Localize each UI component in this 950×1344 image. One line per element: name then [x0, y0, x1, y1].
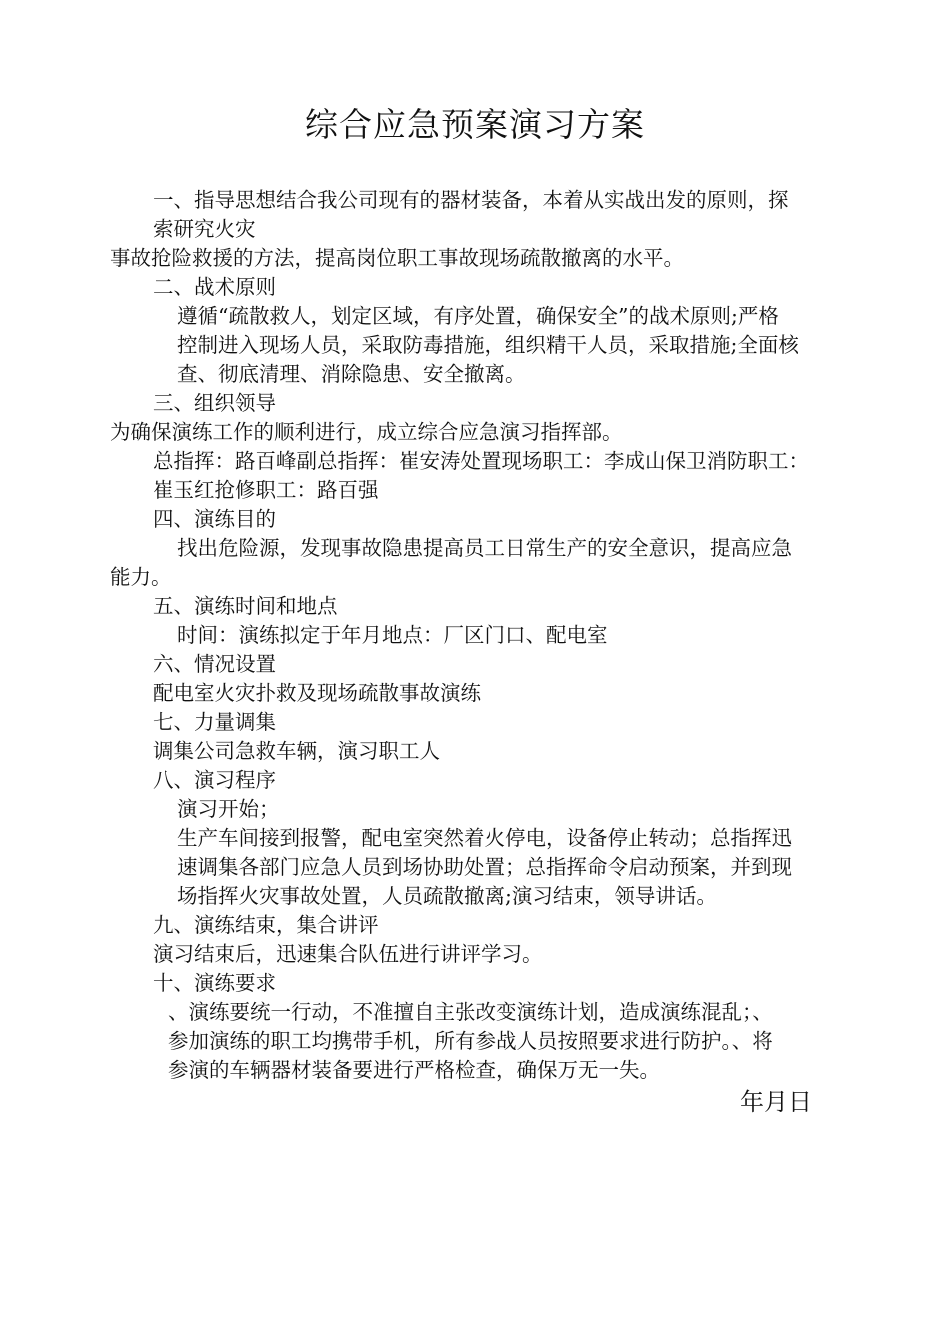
section-6-heading: 六、情况设置 [153, 652, 276, 676]
section-10-text: 参加演练的职工均携带手机，所有参战人员按照要求进行防护。、将 [168, 1029, 773, 1053]
section-5-heading: 五、演练时间和地点 [153, 594, 338, 618]
section-8-heading: 八、演习程序 [153, 768, 276, 792]
section-3-text: 总指挥：路百峰副总指挥：崔安涛处置现场职工：李成山保卫消防职工： [153, 449, 809, 473]
section-3-text: 为确保演练工作的顺利进行，成立综合应急演习指挥部。 [110, 420, 623, 444]
section-4-text: 找出危险源，发现事故隐患提高员工日常生产的安全意识，提高应急 [177, 536, 792, 560]
section-2-text: 控制进入现场人员，采取防毒措施，组织精干人员，采取措施;全面核 [177, 333, 799, 357]
section-9-heading: 九、演练结束，集合讲评 [153, 913, 379, 937]
section-9-text: 演习结束后，迅速集合队伍进行讲评学习。 [153, 942, 543, 966]
section-4-heading: 四、演练目的 [153, 507, 276, 531]
section-1-text: 事故抢险救援的方法，提高岗位职工事故现场疏散撤离的水平。 [110, 246, 684, 270]
section-4-text: 能力。 [110, 565, 172, 589]
section-10-heading: 十、演练要求 [153, 971, 276, 995]
section-8-text: 速调集各部门应急人员到场协助处置；总指挥命令启动预案，并到现 [177, 855, 792, 879]
section-6-text: 配电室火灾扑救及现场疏散事故演练 [153, 681, 481, 705]
document-date: 年月日 [740, 1088, 812, 1116]
section-8-text: 演习开始； [177, 797, 280, 821]
section-1-text: 索研究火灾 [153, 217, 256, 241]
section-10-text: 参演的车辆器材装备要进行严格检查，确保万无一失。 [168, 1058, 660, 1082]
section-1-heading: 一、指导思想结合我公司现有的器材装备，本着从实战出发的原则，探 [153, 188, 789, 212]
section-8-text: 生产车间接到报警，配电室突然着火停电，设备停止转动；总指挥迅 [177, 826, 792, 850]
section-3-heading: 三、组织领导 [153, 391, 276, 415]
section-10-text: 、演练要统一行动，不准擅自主张改变演练计划，造成演练混乱；、 [168, 1000, 773, 1024]
section-5-text: 时间：演练拟定于年月地点：厂区门口、配电室 [177, 623, 608, 647]
section-8-text: 场指挥火灾事故处置，人员疏散撤离;演习结束，领导讲话。 [177, 884, 717, 908]
section-3-text: 崔玉红抢修职工：路百强 [153, 478, 379, 502]
document-title: 综合应急预案演习方案 [305, 105, 645, 144]
section-2-text: 遵循“疏散救人，划定区域，有序处置，确保安全”的战术原则;严格 [177, 304, 779, 328]
section-2-text: 查、彻底清理、消除隐患、安全撤离。 [177, 362, 526, 386]
section-7-text: 调集公司急救车辆，演习职工人 [153, 739, 440, 763]
section-2-heading: 二、战术原则 [153, 275, 276, 299]
section-7-heading: 七、力量调集 [153, 710, 276, 734]
